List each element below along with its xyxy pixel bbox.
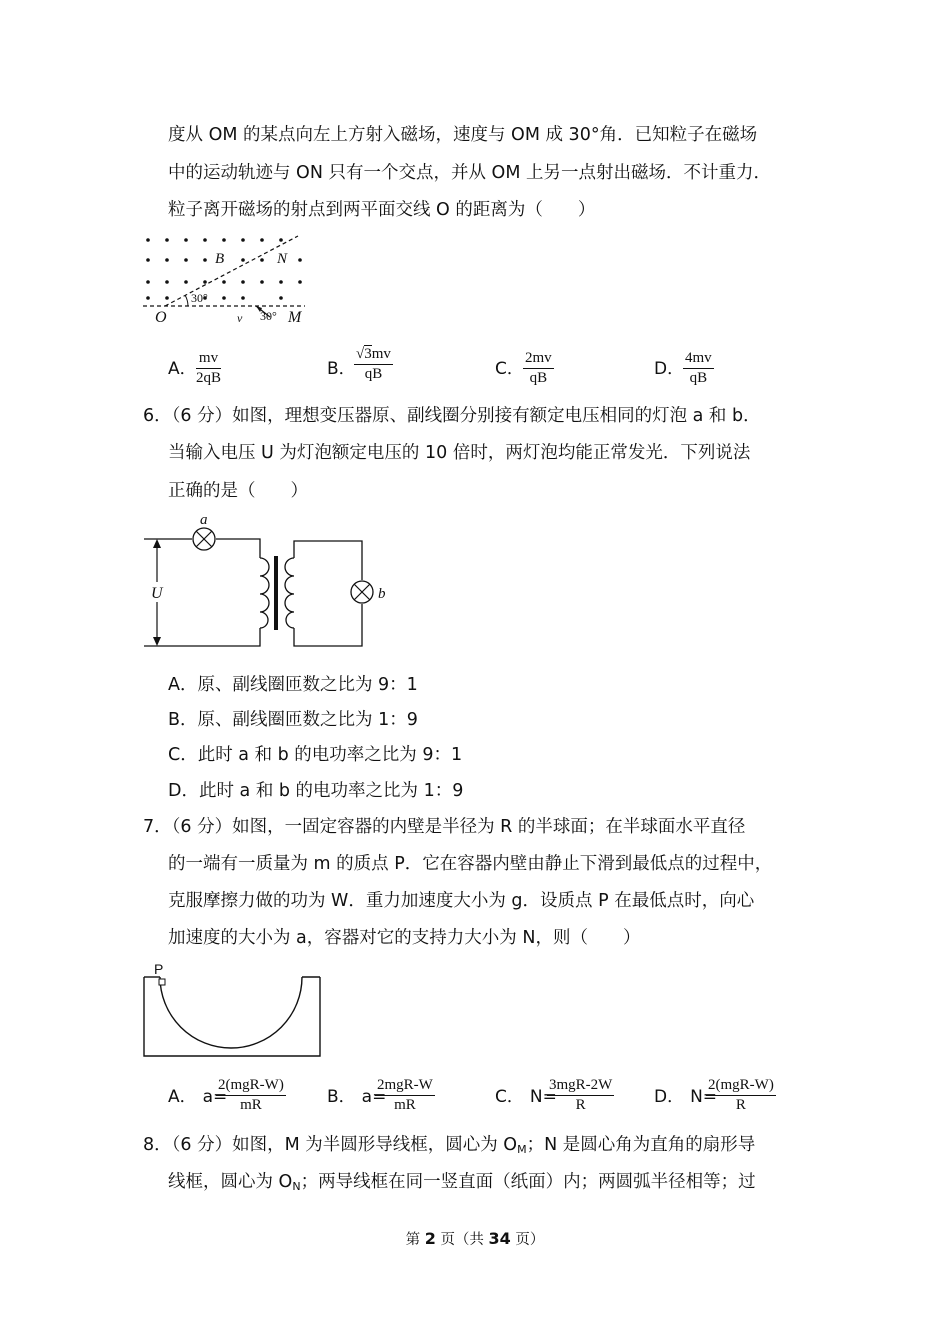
page-footer: 第 2 页（共 34 页） — [405, 1229, 545, 1248]
q6-circuit-figure — [140, 510, 400, 655]
svg-text:P: P — [154, 961, 164, 977]
q8-line-2: 线框，圆心为 $O_N$；两导线框在同一竖直面（纸面）内；两圆弧半径相等；过 — [168, 1172, 756, 1193]
q6-option-b: B．原、副线圈匝数之比为 1：9 — [168, 710, 418, 730]
q5-line-2: 中的运动轨迹与 ON 只有一个交点，并从 OM 上另一点射出磁场．不计重力． — [168, 163, 771, 183]
q5-line-3: 粒子离开磁场的射点到两平面交线 O 的距离为（ ） — [168, 200, 596, 220]
particle-p — [159, 979, 165, 985]
q6-line-2: 当输入电压 U 为灯泡额定电压的 10 倍时，两灯泡均能正常发光．下列说法 — [168, 443, 751, 463]
svg-text:b: b — [378, 586, 386, 602]
hemisphere-surface — [160, 977, 302, 1048]
q6-option-c: C．此时 a 和 b 的电功率之比为 9：1 — [168, 745, 463, 765]
q7-option-a-fraction: 2(mgR-W) mR — [218, 1077, 284, 1113]
secondary-coil — [285, 558, 294, 628]
q5-option-a-fraction: mv 2qB — [196, 350, 222, 386]
container-box — [144, 977, 320, 1056]
svg-text:30°: 30° — [191, 291, 208, 305]
svg-text:v: v — [237, 311, 243, 325]
q7-line-1: 7．（6 分）如图，一固定容器的内壁是半径为 R 的半球面；在半球面水平直径 — [143, 817, 746, 837]
q7-line-2: 的一端有一质量为 m 的质点 P．它在容器内壁由静止下滑到最低点的过程中， — [168, 854, 773, 874]
q7-option-c-letter: C． N= — [495, 1087, 557, 1107]
svg-text:a: a — [200, 512, 208, 528]
q7-option-b-letter: B． a= — [327, 1087, 387, 1107]
primary-coil — [260, 558, 269, 628]
lamp-b-icon — [351, 581, 373, 603]
q5-option-d-fraction: 4mv qB — [685, 350, 712, 386]
magnetic-field-dots — [146, 238, 302, 300]
q5-option-c-letter: C． — [495, 359, 524, 379]
q6-option-d: D．此时 a 和 b 的电功率之比为 1：9 — [168, 781, 464, 801]
q5-line-1: 度从 OM 的某点向左上方射入磁场，速度与 OM 成 30°角．已知粒子在磁场 — [168, 125, 758, 145]
svg-text:O: O — [155, 309, 167, 325]
q5-option-b-letter: B． — [327, 359, 356, 379]
svg-text:30°: 30° — [260, 309, 277, 323]
svg-text:B: B — [215, 251, 225, 267]
q6-line-3: 正确的是（ ） — [168, 481, 308, 501]
q8-line-1: 8．（6 分）如图，M 为半圆形导线框，圆心为 $O_M$；N 是圆心角为直角的扇形导 — [143, 1135, 756, 1156]
q7-option-b-fraction: 2mgR-W mR — [377, 1077, 433, 1113]
q5-option-c-fraction: 2mv qB — [525, 350, 552, 386]
q7-option-d-fraction: 2(mgR-W) R — [708, 1077, 774, 1113]
q5-figure — [140, 230, 320, 325]
q6-option-a: A．原、副线圈匝数之比为 9：1 — [168, 675, 418, 695]
q7-line-3: 克服摩擦力做的功为 W．重力加速度大小为 g．设质点 P 在最低点时，向心 — [168, 891, 755, 911]
svg-text:U: U — [151, 585, 163, 602]
svg-text:M: M — [288, 309, 302, 325]
q7-line-4: 加速度的大小为 a，容器对它的支持力大小为 N，则（ ） — [168, 928, 641, 948]
q7-option-a-letter: A． a= — [168, 1087, 228, 1107]
q5-option-b-fraction: √3mv qB — [356, 346, 391, 382]
q7-option-c-fraction: 3mgR-2W R — [549, 1077, 613, 1113]
q5-option-a-letter: A． — [168, 359, 197, 379]
q7-option-d-letter: D． N= — [654, 1087, 718, 1107]
q7-container-figure — [140, 960, 325, 1060]
lamp-a-icon — [193, 528, 215, 550]
q6-line-1: 6．（6 分）如图，理想变压器原、副线圈分别接有额定电压相同的灯泡 a 和 b． — [143, 406, 761, 426]
svg-text:N: N — [277, 251, 288, 267]
q5-option-d-letter: D． — [654, 359, 685, 379]
